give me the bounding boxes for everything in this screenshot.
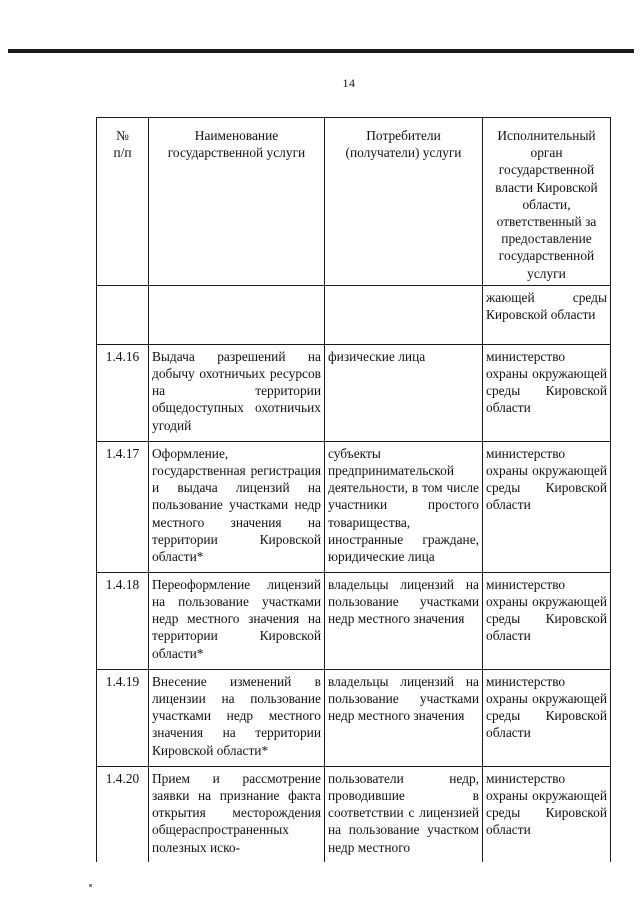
table-row: [97, 669, 611, 766]
cell-consumers: [325, 285, 483, 344]
table-row: [97, 344, 611, 441]
cell-service-name: Прием и рассмотрение заявки на признание факта открытия месторождения общераспространенных полезных иско-: [149, 766, 325, 862]
cell-executor: министерство охраны окружающей среды Кировской области: [483, 572, 611, 669]
cell-number: 1.4.16: [97, 344, 149, 441]
scan-speck: [89, 884, 92, 887]
cell-executor: министерство охраны окружающей среды Кировской области: [483, 344, 611, 441]
cell-number: 1.4.18: [97, 572, 149, 669]
header-number: № п/п: [97, 118, 149, 286]
cell-service-name: Оформление, государственная регистрация и выдача лицензий на пользование участками недр местного значения на территории Кировской области*: [149, 441, 325, 572]
table-row: [97, 766, 611, 862]
table-row: [97, 572, 611, 669]
cell-number: 1.4.20: [97, 766, 149, 862]
top-rule: [8, 49, 634, 53]
header-executor: Исполнительный орган государственной власти Кировской области, ответственный за предоставление государственной услуги: [483, 118, 611, 286]
cell-executor: министерство охраны окружающей среды Кировской области: [483, 441, 611, 572]
cell-service-name: [149, 285, 325, 344]
table-header-row: [97, 118, 611, 286]
cell-number: 1.4.17: [97, 441, 149, 572]
cell-executor: министерство охраны окружающей среды Кировской области: [483, 766, 611, 862]
page-number: 14: [342, 76, 356, 90]
cell-consumers: субъекты предпринимательской деятельности, в том числе участники простого товарищества, иностранные граждане, юридические лица: [325, 441, 483, 572]
services-table: [96, 117, 611, 862]
cell-number: 1.4.19: [97, 669, 149, 766]
cell-consumers: владельцы лицензий на пользование участками недр местного значения: [325, 572, 483, 669]
cell-executor: министерство охраны окружающей среды Кировской области: [483, 669, 611, 766]
cell-executor: жающей среды Кировской области: [483, 285, 611, 344]
cell-service-name: Переоформление лицензий на пользование участками недр местного значения на территории Кировской области*: [149, 572, 325, 669]
header-consumers: Потребители (получатели) услуги: [325, 118, 483, 286]
cell-consumers: физические лица: [325, 344, 483, 441]
cell-number: [97, 285, 149, 344]
cell-consumers: владельцы лицензий на пользование участками недр местного значения: [325, 669, 483, 766]
cell-consumers: пользователи недр, проводившие в соответствии с лицензией на пользование участком недр местного: [325, 766, 483, 862]
table-row: [97, 441, 611, 572]
header-service-name: Наименование государственной услуги: [149, 118, 325, 286]
cell-service-name: Внесение изменений в лицензии на пользование участками недр местного значения на территории Кировской области*: [149, 669, 325, 766]
cell-service-name: Выдача разрешений на добычу охотничьих ресурсов на территории общедоступных охотничьих угодий: [149, 344, 325, 441]
table-row-continuation: [97, 285, 611, 344]
